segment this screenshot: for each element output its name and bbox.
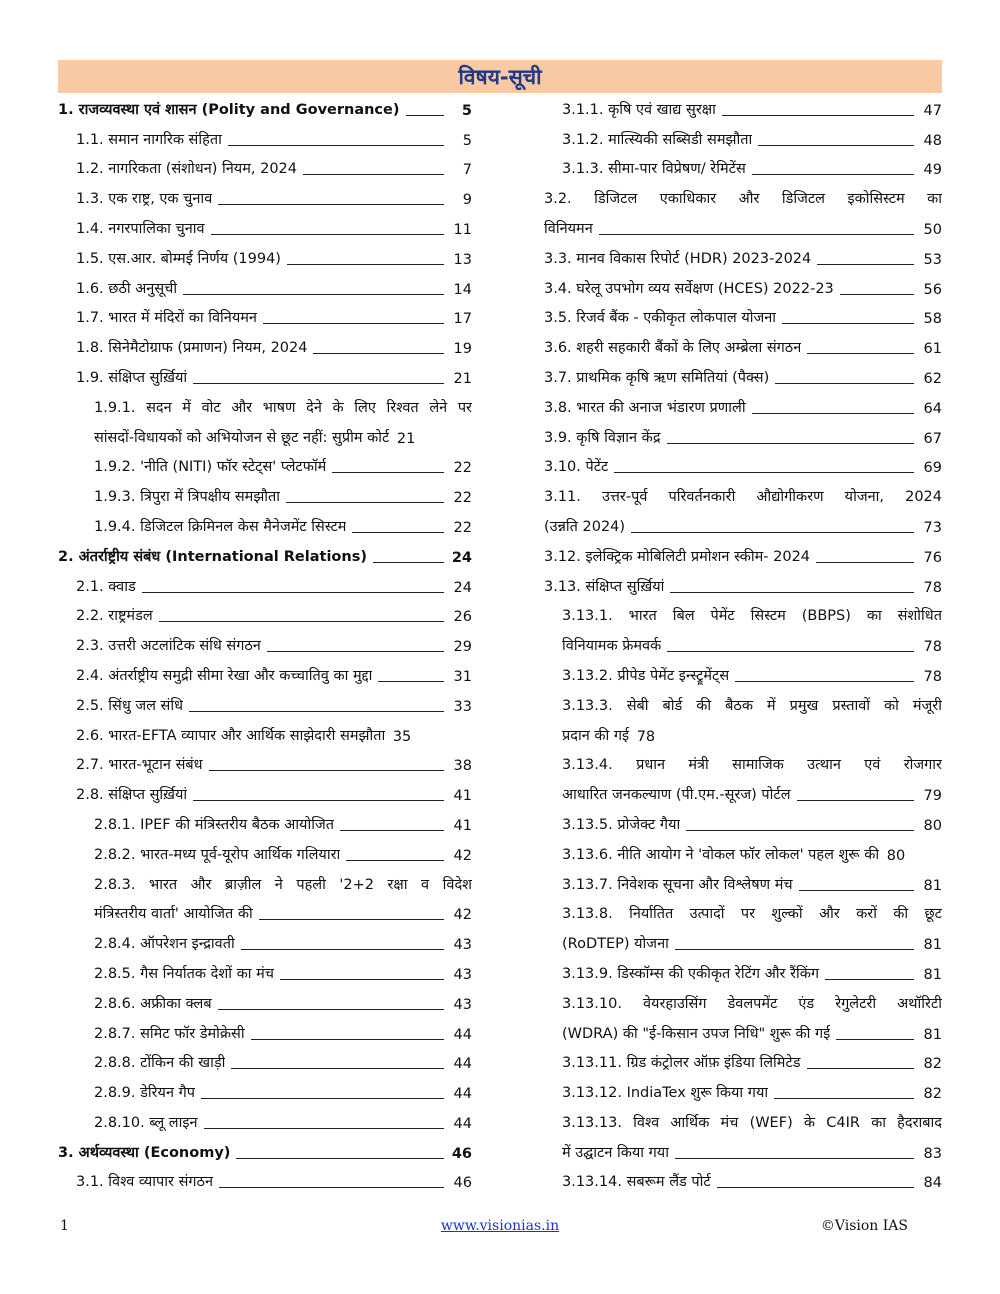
toc-page-number: 82	[923, 1086, 942, 1103]
toc-entry-title: 3.4. घरेलू उपभोग व्यय सर्वेक्षण (HCES) 2022-23	[544, 280, 834, 297]
toc-entry[interactable]	[544, 452, 942, 482]
toc-entry-line[interactable]	[544, 1107, 942, 1137]
toc-page-number: 44	[453, 1086, 472, 1103]
toc-page-number: 49	[923, 162, 942, 179]
toc-entry[interactable]	[58, 481, 472, 511]
toc-leader-line	[667, 651, 914, 652]
toc-page-number: 82	[923, 1056, 942, 1073]
toc-page-number: 43	[453, 996, 472, 1013]
toc-left-column	[58, 94, 472, 1196]
toc-page-number: 14	[453, 281, 472, 298]
toc-entry-title: 1.5. एस.आर. बोम्मई निर्णय (1994)	[76, 250, 281, 267]
toc-entry-title: प्रदान की गई	[562, 727, 630, 744]
toc-entry[interactable]	[58, 571, 472, 601]
toc-entry-title: 2.3. उत्तरी अटलांटिक संधि संगठन	[76, 638, 261, 655]
toc-entry-title: 3.8. भारत की अनाज भंडारण प्रणाली	[544, 399, 746, 416]
toc-leader-line	[797, 800, 914, 801]
toc-entry-title: 3.13.6. नीति आयोग ने 'वोकल फॉर लोकल' पहल शुरू की	[562, 846, 880, 863]
toc-leader-line	[717, 1187, 914, 1188]
toc-entry-line[interactable]	[544, 750, 942, 780]
toc-entry[interactable]	[58, 690, 472, 720]
toc-entry-title: 2.8.9. डेरियन गैप	[94, 1085, 196, 1102]
toc-entry-title: 1.6. छठी अनुसूची	[76, 280, 178, 297]
toc-page-number: 67	[923, 430, 942, 447]
toc-entry[interactable]	[58, 422, 472, 452]
toc-entry[interactable]	[58, 303, 472, 333]
toc-page-number: 5	[462, 132, 472, 149]
toc-page-number: 44	[453, 1115, 472, 1132]
toc-entry-title: 1. राजव्यवस्था एवं शासन (Polity and Governance)	[58, 101, 400, 118]
toc-leader-line	[675, 949, 914, 950]
toc-entry[interactable]	[544, 869, 942, 899]
toc-entry-title: 1.3. एक राष्ट्र, एक चुनाव	[76, 191, 213, 208]
toc-page-number: 11	[453, 221, 472, 238]
toc-leader-line	[346, 860, 444, 861]
toc-leader-line	[817, 264, 914, 265]
toc-entry-title: 3.13.14. सबरूम लैंड पोर्ट	[562, 1174, 711, 1191]
toc-entry-title: 2.8. संक्षिप्त सुर्ख़ियां	[76, 787, 188, 804]
toc-page-number: 29	[453, 639, 472, 656]
toc-entry[interactable]	[544, 809, 942, 839]
toc-page-number: 76	[923, 549, 942, 566]
toc-entry-line[interactable]	[58, 392, 472, 422]
toc-entry[interactable]	[544, 1048, 942, 1078]
toc-entry-title: 3.13.13. विश्व आर्थिक मंच (WEF) के C4IR का हैदराबाद	[562, 1114, 942, 1131]
toc-page-number: 38	[453, 758, 472, 775]
toc-entry[interactable]	[544, 392, 942, 422]
toc-leader-line	[236, 1158, 444, 1159]
toc-page-number: 42	[453, 907, 472, 924]
toc-page-number: 81	[923, 877, 942, 894]
toc-leader-line	[735, 681, 914, 682]
toc-entry[interactable]	[58, 511, 472, 541]
toc-leader-line	[211, 234, 444, 235]
toc-page-number: 17	[453, 311, 472, 328]
toc-entry[interactable]	[544, 273, 942, 303]
toc-page-number: 47	[923, 102, 942, 119]
toc-leader-line	[280, 979, 444, 980]
toc-leader-line	[825, 979, 914, 980]
toc-page-number: 73	[923, 519, 942, 536]
toc-entry[interactable]	[544, 839, 942, 869]
toc-entry[interactable]	[544, 243, 942, 273]
toc-entry-line[interactable]	[544, 899, 942, 929]
toc-page-number: 83	[923, 1145, 942, 1162]
toc-page-number: 26	[453, 609, 472, 626]
toc-page-number: 81	[923, 937, 942, 954]
toc-leader-line	[807, 1068, 914, 1069]
toc-leader-line	[189, 711, 444, 712]
toc-entry-title: (WDRA) की "ई-किसान उपज निधि" शुरू की गई	[562, 1025, 831, 1042]
toc-entry-title: 1.9.2. 'नीति (NITI) फॉर स्टेट्स' प्लेटफॉर्म	[94, 459, 327, 476]
toc-entry[interactable]	[58, 1048, 472, 1078]
toc-entry-title: 2.4. अंतर्राष्ट्रीय समुद्री सीमा रेखा और कच्चातिवु का मुद्दा	[76, 667, 373, 684]
toc-page-number: 46	[451, 1145, 472, 1162]
toc-entry-title: 1.2. नागरिकता (संशोधन) नियम, 2024	[76, 161, 298, 178]
toc-leader-line	[209, 770, 444, 771]
toc-entry-title: 3.1.3. सीमा-पार विप्रेषण/ रेमिटेंस	[562, 161, 746, 178]
toc-leader-line	[303, 174, 444, 175]
toc-entry[interactable]	[544, 928, 942, 958]
toc-entry-title: 2.8.4. ऑपरेशन इन्द्रावती	[94, 936, 235, 953]
toc-entry[interactable]	[544, 1077, 942, 1107]
toc-entry-title: 3.13.3. सेबी बोर्ड की बैठक में प्रमुख प्रस्तावों को मंजूरी	[562, 697, 942, 714]
toc-entry[interactable]	[544, 1167, 942, 1197]
toc-page-number: 58	[923, 311, 942, 328]
toc-entry[interactable]	[58, 183, 472, 213]
toc-entry-title: 2.8.3. भारत और ब्राज़ील ने पहली '2+2 रक्षा व विदेश	[94, 876, 472, 893]
toc-right-column	[544, 94, 942, 1196]
toc-leader-line	[241, 949, 444, 950]
toc-title: विषय-सूची	[458, 64, 542, 89]
toc-page-number: 44	[453, 1056, 472, 1073]
toc-entry[interactable]	[58, 1018, 472, 1048]
toc-entry[interactable]	[544, 124, 942, 154]
toc-leader-line	[614, 472, 914, 473]
toc-entry[interactable]	[58, 243, 472, 273]
toc-leader-line	[378, 681, 444, 682]
toc-entry[interactable]	[58, 1167, 472, 1197]
toc-entry[interactable]	[544, 303, 942, 333]
toc-entry[interactable]	[544, 630, 942, 660]
toc-entry[interactable]	[58, 452, 472, 482]
toc-page-number: 33	[453, 698, 472, 715]
toc-entry-title: 1.9.1. सदन में वोट और भाषण देने के लिए रिश्वत लेने पर	[94, 399, 472, 416]
toc-page-number: 5	[461, 102, 472, 119]
toc-page-number: 22	[453, 490, 472, 507]
toc-entry-title: सांसदों-विधायकों को अभियोजन से छूट नहीं: सुप्रीम कोर्ट	[94, 429, 390, 446]
toc-page-number: 69	[923, 460, 942, 477]
toc-entry-title: 3.10. पेटेंट	[544, 459, 609, 476]
toc-page-number: 50	[923, 221, 942, 238]
toc-entry[interactable]	[58, 809, 472, 839]
toc-page-number: 19	[453, 341, 472, 358]
toc-leader-line	[675, 1158, 914, 1159]
toc-entry[interactable]	[544, 1137, 942, 1167]
toc-entry[interactable]	[58, 750, 472, 780]
toc-entry[interactable]	[58, 988, 472, 1018]
toc-leader-line	[193, 800, 444, 801]
toc-entry-title: 2. अंतर्राष्ट्रीय संबंध (International Relations)	[58, 548, 367, 565]
toc-page-number: 7	[462, 162, 472, 179]
toc-entry[interactable]	[58, 630, 472, 660]
toc-entry-title: 2.8.5. गैस निर्यातक देशों का मंच	[94, 965, 274, 982]
toc-leader-line	[816, 562, 914, 563]
website-link[interactable]: www.visionias.in	[440, 1218, 560, 1234]
toc-leader-line	[752, 413, 914, 414]
toc-entry[interactable]	[58, 779, 472, 809]
toc-leader-line	[667, 443, 914, 444]
toc-leader-line	[204, 1128, 444, 1129]
toc-entry-line[interactable]	[58, 869, 472, 899]
toc-page-number: 13	[453, 251, 472, 268]
toc-page-number: 78	[923, 668, 942, 685]
toc-page-number: 78	[636, 728, 656, 745]
toc-leader-line	[142, 592, 444, 593]
toc-entry[interactable]	[544, 511, 942, 541]
toc-entry[interactable]	[58, 1077, 472, 1107]
toc-page-number: 21	[396, 430, 416, 447]
toc-page-number: 22	[453, 519, 472, 536]
toc-entry-line[interactable]	[544, 988, 942, 1018]
toc-page-number: 24	[453, 579, 472, 596]
toc-entry[interactable]	[544, 660, 942, 690]
toc-entry-title: 2.7. भारत-भूटान संबंध	[76, 757, 203, 774]
toc-leader-line	[631, 532, 914, 533]
toc-leader-line	[263, 323, 444, 324]
toc-page-number: 46	[453, 1175, 472, 1192]
toc-page-number: 24	[451, 549, 472, 566]
toc-entry-title: आधारित जनकल्याण (पी.एम.-सूरज) पोर्टल	[562, 787, 791, 804]
toc-entry-title: 3.13.12. IndiaTex शुरू किया गया	[562, 1085, 769, 1102]
toc-entry-title: 3.11. उत्तर-पूर्व परिवर्तनकारी औद्योगीकरण योजना, 2024	[544, 489, 942, 506]
toc-entry[interactable]	[544, 720, 942, 750]
page-number: 1	[60, 1218, 69, 1234]
copyright-text: ©Vision IAS	[820, 1218, 908, 1234]
toc-leader-line	[259, 919, 444, 920]
toc-entry-title: (RoDTEP) योजना	[562, 936, 669, 953]
toc-entry[interactable]	[58, 1107, 472, 1137]
toc-page-number: 78	[923, 579, 942, 596]
toc-entry-title: 1.9.4. डिजिटल क्रिमिनल केस मैनेजमेंट सिस्टम	[94, 518, 347, 535]
toc-entry-title: 3.3. मानव विकास रिपोर्ट (HDR) 2023-2024	[544, 250, 812, 267]
toc-entry-title: 3.13.8. निर्यातित उत्पादों पर शुल्कों और करों की छूट	[562, 906, 942, 923]
toc-leader-line	[332, 472, 444, 473]
toc-entry-title: 2.8.1. IPEF की मंत्रिस्तरीय बैठक आयोजित	[94, 816, 334, 833]
toc-entry-title: 2.8.10. ब्लू लाइन	[94, 1114, 198, 1131]
toc-page-number: 48	[923, 132, 942, 149]
toc-leader-line	[807, 353, 914, 354]
toc-entry[interactable]	[58, 154, 472, 184]
toc-entry[interactable]	[544, 94, 942, 124]
toc-page-number: 22	[453, 460, 472, 477]
toc-entry-title: 3.13.4. प्रधान मंत्री सामाजिक उत्थान एवं रोजगार	[562, 757, 942, 774]
toc-entry-title: 1.7. भारत में मंदिरों का विनियमन	[76, 310, 257, 327]
toc-page-number: 35	[392, 728, 412, 745]
toc-entry-line[interactable]	[544, 481, 942, 511]
toc-leader-line	[774, 1098, 914, 1099]
toc-entry[interactable]	[544, 154, 942, 184]
toc-leader-line	[218, 1009, 444, 1010]
toc-entry[interactable]	[58, 541, 472, 571]
toc-entry[interactable]	[544, 541, 942, 571]
toc-page-number: 41	[453, 817, 472, 834]
toc-page-number: 81	[923, 966, 942, 983]
toc-entry[interactable]	[58, 958, 472, 988]
toc-entry-title: 3.13.11. ग्रिड कंट्रोलर ऑफ़ इंडिया लिमिटेड	[562, 1055, 801, 1072]
toc-entry[interactable]	[58, 94, 472, 124]
toc-page-number: 56	[923, 281, 942, 298]
toc-page-number: 31	[453, 668, 472, 685]
toc-entry-title: 1.9. संक्षिप्त सुर्ख़ियां	[76, 369, 188, 386]
toc-leader-line	[352, 532, 444, 533]
toc-entry[interactable]	[544, 213, 942, 243]
toc-page-number: 61	[923, 341, 942, 358]
toc-entry-title: 3.7. प्राथमिक कृषि ऋण समितियां (पैक्स)	[544, 369, 770, 386]
toc-entry[interactable]	[58, 124, 472, 154]
toc-leader-line	[406, 115, 445, 116]
toc-leader-line	[686, 830, 914, 831]
toc-leader-line	[267, 651, 444, 652]
toc-leader-line	[251, 1039, 444, 1040]
toc-leader-line	[313, 353, 444, 354]
toc-page-number: 41	[453, 788, 472, 805]
toc-page-number: 9	[462, 192, 472, 209]
toc-entry-title: 3.6. शहरी सहकारी बैंकों के लिए अम्ब्रेला संगठन	[544, 340, 802, 357]
toc-entry-title: 1.9.3. त्रिपुरा में त्रिपक्षीय समझौता	[94, 489, 281, 506]
toc-entry[interactable]	[544, 422, 942, 452]
toc-entry[interactable]	[58, 720, 472, 750]
toc-entry-title: 3.1.1. कृषि एवं खाद्य सुरक्षा	[562, 101, 716, 118]
toc-entry[interactable]	[58, 928, 472, 958]
toc-entry-title: 3.1. विश्व व्यापार संगठन	[76, 1174, 214, 1191]
toc-entry-line[interactable]	[544, 183, 942, 213]
toc-entry-title: विनियमन	[544, 220, 593, 237]
toc-page-number: 43	[453, 937, 472, 954]
toc-entry-title: में उद्घाटन किया गया	[562, 1144, 669, 1161]
toc-entry[interactable]	[544, 958, 942, 988]
toc-entry-title: 3.9. कृषि विज्ञान केंद्र	[544, 429, 661, 446]
toc-leader-line	[159, 621, 444, 622]
toc-entry-title: 2.8.2. भारत-मध्य पूर्व-यूरोप आर्थिक गलियारा	[94, 846, 341, 863]
toc-leader-line	[799, 890, 914, 891]
toc-leader-line	[201, 1098, 444, 1099]
toc-entry[interactable]	[58, 839, 472, 869]
toc-leader-line	[287, 264, 444, 265]
toc-title-bar	[58, 60, 942, 93]
toc-leader-line	[782, 323, 914, 324]
toc-entry[interactable]	[544, 779, 942, 809]
toc-page-number: 80	[923, 817, 942, 834]
toc-page-number: 62	[923, 370, 942, 387]
toc-page-number: 21	[453, 370, 472, 387]
toc-leader-line	[836, 1039, 914, 1040]
toc-entry[interactable]	[544, 571, 942, 601]
toc-entry-title: 3.5. रिजर्व बैंक - एकीकृत लोकपाल योजना	[544, 310, 777, 327]
toc-page-number: 43	[453, 966, 472, 983]
toc-entry-title: 1.8. सिनेमैटोग्राफ (प्रमाणन) नियम, 2024	[76, 340, 308, 357]
toc-entry[interactable]	[58, 660, 472, 690]
toc-entry-title: विनियामक फ्रेमवर्क	[562, 638, 662, 655]
toc-leader-line	[193, 383, 444, 384]
toc-entry-title: 3.1.2. मात्स्यिकी सब्सिडी समझौता	[562, 131, 753, 148]
toc-leader-line	[231, 1068, 444, 1069]
toc-entry[interactable]	[58, 899, 472, 929]
toc-entry-title: 2.8.6. अफ्रीका क्लब	[94, 995, 212, 1012]
toc-page-number: 81	[923, 1026, 942, 1043]
toc-leader-line	[840, 294, 914, 295]
toc-entry[interactable]	[58, 332, 472, 362]
toc-page-number: 53	[923, 251, 942, 268]
toc-entry[interactable]	[544, 1018, 942, 1048]
toc-entry-title: 3.13.9. डिस्कॉम्स की एकीकृत रेटिंग और रैंकिंग	[562, 965, 820, 982]
toc-entry-title: 3.13.7. निवेशक सूचना और विश्लेषण मंच	[562, 876, 793, 893]
toc-entry-title: 2.1. क्वाड	[76, 578, 136, 595]
toc-entry-title: 3.13.1. भारत बिल पेमेंट सिस्टम (BBPS) का संशोधित	[562, 608, 942, 625]
toc-page-number: 44	[453, 1026, 472, 1043]
toc-entry-title: 1.4. नगरपालिका चुनाव	[76, 220, 205, 237]
toc-leader-line	[599, 234, 914, 235]
toc-entry-title: 1.1. समान नागरिक संहिता	[76, 131, 222, 148]
toc-entry[interactable]	[58, 213, 472, 243]
toc-leader-line	[722, 115, 914, 116]
toc-entry[interactable]	[58, 362, 472, 392]
toc-leader-line	[670, 592, 914, 593]
toc-leader-line	[219, 1187, 444, 1188]
toc-entry-line[interactable]	[544, 690, 942, 720]
toc-entry-title: (उन्नति 2024)	[544, 518, 626, 535]
toc-leader-line	[286, 502, 444, 503]
toc-leader-line	[775, 383, 914, 384]
toc-entry-title: 2.8.8. टोंकिन की खाड़ी	[94, 1055, 226, 1072]
toc-entry-title: 2.5. सिंधु जल संधि	[76, 697, 184, 714]
toc-leader-line	[758, 145, 914, 146]
toc-entry-title: 2.2. राष्ट्रमंडल	[76, 608, 153, 625]
toc-entry-title: मंत्रिस्तरीय वार्ता' आयोजित की	[94, 906, 253, 923]
toc-entry-title: 3. अर्थव्यवस्था (Economy)	[58, 1144, 231, 1161]
toc-leader-line	[752, 174, 914, 175]
toc-leader-line	[228, 145, 444, 146]
toc-page-number: 64	[923, 400, 942, 417]
toc-page-number: 78	[923, 639, 942, 656]
toc-page-number: 79	[923, 788, 942, 805]
toc-entry[interactable]	[58, 1137, 472, 1167]
toc-entry[interactable]	[544, 332, 942, 362]
toc-page-number: 84	[923, 1175, 942, 1192]
toc-entry-line[interactable]	[544, 601, 942, 631]
toc-entry[interactable]	[58, 601, 472, 631]
toc-entry-title: 3.13.5. प्रोजेक्ट गैया	[562, 816, 681, 833]
toc-entry[interactable]	[58, 273, 472, 303]
toc-leader-line	[218, 204, 444, 205]
page-footer	[0, 1218, 1000, 1242]
toc-leader-line	[373, 562, 444, 563]
toc-entry-title: 3.12. इलेक्ट्रिक मोबिलिटी प्रमोशन स्कीम- 2024	[544, 548, 811, 565]
toc-entry-title: 3.2. डिजिटल एकाधिकार और डिजिटल इकोसिस्टम का	[544, 191, 942, 208]
toc-entry-title: 2.8.7. समिट फॉर डेमोक्रेसी	[94, 1025, 245, 1042]
toc-leader-line	[183, 294, 444, 295]
toc-page-number: 80	[886, 847, 906, 864]
toc-entry[interactable]	[544, 362, 942, 392]
toc-entry-title: 3.13.10. वेयरहाउसिंग डेवलपमेंट एंड रेगुलेटरी अथॉरिटी	[562, 995, 942, 1012]
toc-entry-title: 3.13. संक्षिप्त सुर्ख़ियां	[544, 578, 665, 595]
toc-entry-title: 2.6. भारत-EFTA व्यापार और आर्थिक साझेदारी समझौता	[76, 727, 386, 744]
toc-leader-line	[340, 830, 444, 831]
toc-entry-title: 3.13.2. प्रीपेड पेमेंट इन्स्ट्रूमेंट्स	[562, 667, 730, 684]
toc-page-number: 42	[453, 847, 472, 864]
